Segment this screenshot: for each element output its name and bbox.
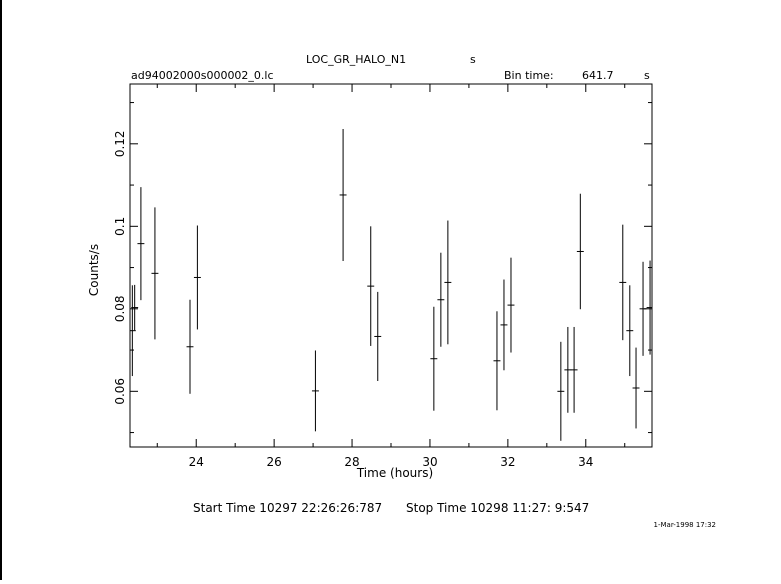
window-edge: [0, 0, 2, 580]
x-tick-label: 28: [344, 455, 360, 469]
data-point: [571, 327, 578, 413]
data-points: [130, 129, 652, 441]
data-point: [194, 225, 201, 329]
x-tick-label: 24: [188, 455, 204, 469]
data-point: [508, 258, 515, 353]
bin-time-label: Bin time:: [504, 69, 554, 82]
start-time: Start Time 10297 22:26:26:787: [193, 501, 383, 515]
y-tick-label: 0.12: [113, 130, 127, 158]
file-name: ad94002000s000002_0.lc: [131, 69, 274, 82]
x-tick-label: 34: [578, 455, 594, 469]
data-point: [151, 207, 158, 339]
data-point: [444, 221, 451, 345]
data-point: [564, 327, 571, 413]
data-point: [633, 348, 640, 429]
x-tick-label: 32: [500, 455, 516, 469]
y-tick-label: 0.1: [113, 216, 127, 236]
data-point: [640, 262, 647, 356]
plot-title-unit: s: [470, 53, 476, 66]
x-tick-label: 26: [266, 455, 282, 469]
plot-title: LOC_GR_HALO_N1: [306, 53, 407, 66]
data-point: [501, 280, 508, 371]
data-point: [367, 226, 374, 346]
data-point: [137, 187, 144, 300]
data-point: [340, 129, 347, 261]
data-point: [187, 300, 194, 394]
x-axis-label: Time (hours): [356, 466, 434, 480]
data-point: [437, 253, 444, 347]
data-point: [647, 261, 652, 355]
y-axis-label: Counts/s: [87, 243, 101, 297]
data-point: [430, 307, 437, 411]
data-point: [312, 350, 319, 431]
stop-time: Stop Time 10298 11:27: 9:547: [406, 501, 590, 515]
x-tick-label: 30: [422, 455, 438, 469]
bin-time-value: 641.7: [582, 69, 614, 82]
data-point: [577, 194, 584, 310]
y-tick-label: 0.08: [113, 295, 127, 323]
data-point: [626, 285, 633, 376]
plot-date: 1-Mar-1998 17:32: [653, 521, 716, 529]
data-point: [374, 292, 381, 381]
y-tick-labels: [113, 130, 127, 404]
y-tick-label: 0.06: [113, 377, 127, 405]
data-point: [619, 225, 626, 341]
data-point: [493, 311, 500, 410]
data-point: [557, 342, 564, 441]
bin-time-unit: s: [644, 69, 650, 82]
